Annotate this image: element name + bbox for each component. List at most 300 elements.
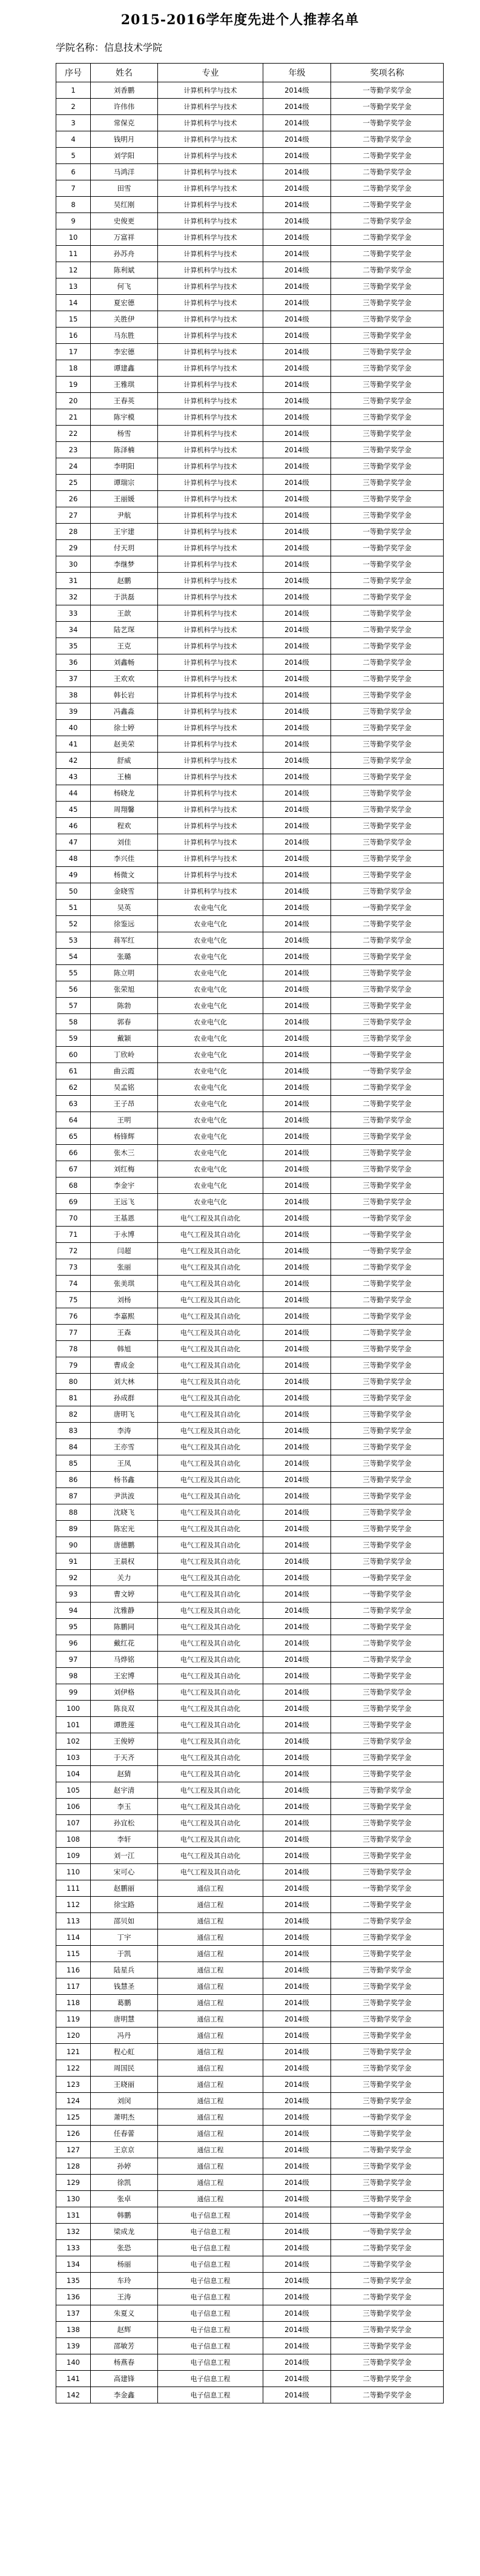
cell-major: 农业电气化 bbox=[158, 932, 263, 949]
cell-major: 农业电气化 bbox=[158, 981, 263, 998]
table-row bbox=[56, 1308, 444, 1325]
cell-number: 57 bbox=[56, 998, 91, 1014]
cell-award: 三等勤学奖学金 bbox=[331, 867, 444, 883]
cell-number: 27 bbox=[56, 507, 91, 524]
cell-grade: 2014级 bbox=[263, 1096, 331, 1112]
cell-major: 农业电气化 bbox=[158, 1030, 263, 1047]
cell-name: 刘伊格 bbox=[91, 1684, 158, 1701]
table-row bbox=[56, 246, 444, 262]
table-row bbox=[56, 1946, 444, 1962]
cell-award: 三等勤学奖学金 bbox=[331, 1831, 444, 1848]
cell-number: 38 bbox=[56, 687, 91, 703]
cell-award: 三等勤学奖学金 bbox=[331, 1799, 444, 1815]
cell-award: 二等勤学奖学金 bbox=[331, 589, 444, 605]
table-row bbox=[56, 916, 444, 932]
cell-award: 二等勤学奖学金 bbox=[331, 638, 444, 654]
table-row bbox=[56, 2256, 444, 2273]
cell-award: 一等勤学奖学金 bbox=[331, 1063, 444, 1079]
cell-major: 计算机科学与技术 bbox=[158, 687, 263, 703]
cell-name: 高建锋 bbox=[91, 2371, 158, 2387]
cell-number: 71 bbox=[56, 1227, 91, 1243]
cell-grade: 2014级 bbox=[263, 785, 331, 802]
cell-award: 三等勤学奖学金 bbox=[331, 2093, 444, 2109]
table-row bbox=[56, 180, 444, 197]
cell-number: 89 bbox=[56, 1521, 91, 1537]
cell-name: 王基恩 bbox=[91, 1210, 158, 1227]
cell-name: 杨燕春 bbox=[91, 2354, 158, 2371]
cell-grade: 2014级 bbox=[263, 2240, 331, 2256]
cell-major: 通信工程 bbox=[158, 1962, 263, 1978]
cell-award: 三等勤学奖学金 bbox=[331, 1161, 444, 1178]
cell-award: 三等勤学奖学金 bbox=[331, 344, 444, 360]
cell-name: 马鸿洋 bbox=[91, 164, 158, 180]
header-number: 序号 bbox=[56, 64, 91, 82]
cell-award: 三等勤学奖学金 bbox=[331, 1733, 444, 1750]
cell-grade: 2014级 bbox=[263, 2371, 331, 2387]
table-row bbox=[56, 556, 444, 573]
cell-name: 张荣旭 bbox=[91, 981, 158, 998]
cell-grade: 2014级 bbox=[263, 1472, 331, 1488]
table-row bbox=[56, 1096, 444, 1112]
cell-award: 二等勤学奖学金 bbox=[331, 654, 444, 671]
table-row bbox=[56, 1079, 444, 1096]
cell-name: 唐德鹏 bbox=[91, 1537, 158, 1553]
table-row bbox=[56, 1815, 444, 1831]
table-row bbox=[56, 2207, 444, 2224]
cell-name: 李金鑫 bbox=[91, 2387, 158, 2403]
table-row bbox=[56, 2289, 444, 2305]
cell-major: 电子信息工程 bbox=[158, 2338, 263, 2354]
cell-award: 三等勤学奖学金 bbox=[331, 883, 444, 900]
cell-name: 于永博 bbox=[91, 1227, 158, 1243]
cell-number: 120 bbox=[56, 2028, 91, 2044]
cell-name: 萧明杰 bbox=[91, 2109, 158, 2126]
cell-major: 计算机科学与技术 bbox=[158, 115, 263, 131]
cell-number: 101 bbox=[56, 1717, 91, 1733]
cell-grade: 2014级 bbox=[263, 1913, 331, 1929]
cell-number: 88 bbox=[56, 1504, 91, 1521]
cell-award: 一等勤学奖学金 bbox=[331, 1227, 444, 1243]
cell-number: 42 bbox=[56, 753, 91, 769]
table-row bbox=[56, 2387, 444, 2403]
cell-number: 81 bbox=[56, 1390, 91, 1406]
cell-major: 电气工程及其自动化 bbox=[158, 1259, 263, 1276]
table-row bbox=[56, 2142, 444, 2158]
cell-name: 王春英 bbox=[91, 393, 158, 409]
table-row bbox=[56, 1472, 444, 1488]
cell-major: 计算机科学与技术 bbox=[158, 377, 263, 393]
cell-grade: 2014级 bbox=[263, 426, 331, 442]
table-row bbox=[56, 262, 444, 278]
cell-name: 王宏博 bbox=[91, 1668, 158, 1684]
cell-name: 王歆 bbox=[91, 605, 158, 622]
cell-major: 电子信息工程 bbox=[158, 2240, 263, 2256]
cell-award: 三等勤学奖学金 bbox=[331, 1030, 444, 1047]
table-row bbox=[56, 2191, 444, 2207]
table-row bbox=[56, 540, 444, 556]
table-row bbox=[56, 2093, 444, 2109]
document-title: 2015-2016学年度先进个人推荐名单 bbox=[120, 12, 360, 28]
cell-grade: 2014级 bbox=[263, 916, 331, 932]
cell-name: 张丽 bbox=[91, 1259, 158, 1276]
cell-number: 50 bbox=[56, 883, 91, 900]
cell-grade: 2014级 bbox=[263, 1504, 331, 1521]
cell-award: 三等勤学奖学金 bbox=[331, 2044, 444, 2060]
cell-award: 三等勤学奖学金 bbox=[331, 507, 444, 524]
table-row bbox=[56, 328, 444, 344]
table-row bbox=[56, 1635, 444, 1652]
cell-award: 二等勤学奖学金 bbox=[331, 2240, 444, 2256]
cell-grade: 2014级 bbox=[263, 442, 331, 458]
table-row bbox=[56, 802, 444, 818]
cell-number: 39 bbox=[56, 703, 91, 720]
cell-number: 66 bbox=[56, 1145, 91, 1161]
cell-number: 72 bbox=[56, 1243, 91, 1259]
cell-name: 戴颖 bbox=[91, 1030, 158, 1047]
cell-major: 电气工程及其自动化 bbox=[158, 1341, 263, 1357]
cell-number: 138 bbox=[56, 2322, 91, 2338]
cell-name: 陈勃 bbox=[91, 998, 158, 1014]
cell-name: 刘大林 bbox=[91, 1374, 158, 1390]
cell-grade: 2014级 bbox=[263, 605, 331, 622]
cell-award: 三等勤学奖学金 bbox=[331, 1145, 444, 1161]
table-row bbox=[56, 1276, 444, 1292]
cell-award: 三等勤学奖学金 bbox=[331, 1194, 444, 1210]
cell-grade: 2014级 bbox=[263, 1848, 331, 1864]
table-row bbox=[56, 1357, 444, 1374]
cell-award: 三等勤学奖学金 bbox=[331, 687, 444, 703]
cell-number: 69 bbox=[56, 1194, 91, 1210]
cell-number: 31 bbox=[56, 573, 91, 589]
table-row bbox=[56, 769, 444, 785]
cell-number: 103 bbox=[56, 1750, 91, 1766]
table-row bbox=[56, 1210, 444, 1227]
cell-number: 124 bbox=[56, 2093, 91, 2109]
cell-name: 赵辉 bbox=[91, 2322, 158, 2338]
cell-award: 二等勤学奖学金 bbox=[331, 229, 444, 246]
cell-number: 21 bbox=[56, 409, 91, 426]
table-row bbox=[56, 1455, 444, 1472]
table-row bbox=[56, 638, 444, 654]
cell-grade: 2014级 bbox=[263, 2011, 331, 2028]
table-row bbox=[56, 99, 444, 115]
cell-award: 二等勤学奖学金 bbox=[331, 622, 444, 638]
table-row bbox=[56, 2011, 444, 2028]
cell-award: 一等勤学奖学金 bbox=[331, 540, 444, 556]
cell-major: 计算机科学与技术 bbox=[158, 883, 263, 900]
cell-grade: 2014级 bbox=[263, 1178, 331, 1194]
cell-grade: 2014级 bbox=[263, 1079, 331, 1096]
table-row bbox=[56, 998, 444, 1014]
cell-grade: 2014级 bbox=[263, 1684, 331, 1701]
cell-grade: 2014级 bbox=[263, 148, 331, 164]
cell-major: 电气工程及其自动化 bbox=[158, 1815, 263, 1831]
cell-major: 计算机科学与技术 bbox=[158, 573, 263, 589]
cell-award: 二等勤学奖学金 bbox=[331, 2371, 444, 2387]
cell-number: 134 bbox=[56, 2256, 91, 2273]
cell-name: 杨丽 bbox=[91, 2256, 158, 2273]
cell-major: 电气工程及其自动化 bbox=[158, 1521, 263, 1537]
table-row bbox=[56, 2354, 444, 2371]
cell-grade: 2014级 bbox=[263, 2338, 331, 2354]
cell-award: 三等勤学奖学金 bbox=[331, 328, 444, 344]
cell-grade: 2014级 bbox=[263, 360, 331, 377]
cell-number: 98 bbox=[56, 1668, 91, 1684]
table-row bbox=[56, 867, 444, 883]
cell-name: 蒋军红 bbox=[91, 932, 158, 949]
cell-grade: 2014级 bbox=[263, 638, 331, 654]
cell-award: 三等勤学奖学金 bbox=[331, 1128, 444, 1145]
cell-number: 139 bbox=[56, 2338, 91, 2354]
cell-grade: 2014级 bbox=[263, 867, 331, 883]
cell-award: 一等勤学奖学金 bbox=[331, 82, 444, 99]
cell-number: 84 bbox=[56, 1439, 91, 1455]
cell-grade: 2014级 bbox=[263, 556, 331, 573]
cell-grade: 2014级 bbox=[263, 1766, 331, 1782]
cell-grade: 2014级 bbox=[263, 720, 331, 736]
cell-award: 三等勤学奖学金 bbox=[331, 2322, 444, 2338]
cell-number: 104 bbox=[56, 1766, 91, 1782]
cell-award: 三等勤学奖学金 bbox=[331, 1929, 444, 1946]
cell-grade: 2014级 bbox=[263, 1929, 331, 1946]
table-row bbox=[56, 1897, 444, 1913]
cell-number: 9 bbox=[56, 213, 91, 229]
cell-major: 电气工程及其自动化 bbox=[158, 1603, 263, 1619]
cell-major: 电气工程及其自动化 bbox=[158, 1210, 263, 1227]
cell-major: 电气工程及其自动化 bbox=[158, 1553, 263, 1570]
cell-name: 刘学阳 bbox=[91, 148, 158, 164]
college-label: 学院名称：信息技术学院 bbox=[56, 42, 163, 53]
cell-award: 二等勤学奖学金 bbox=[331, 671, 444, 687]
cell-grade: 2014级 bbox=[263, 328, 331, 344]
cell-major: 农业电气化 bbox=[158, 1145, 263, 1161]
cell-major: 电气工程及其自动化 bbox=[158, 1733, 263, 1750]
table-row bbox=[56, 213, 444, 229]
cell-name: 王子昂 bbox=[91, 1096, 158, 1112]
cell-number: 133 bbox=[56, 2240, 91, 2256]
cell-name: 郭春 bbox=[91, 1014, 158, 1030]
cell-grade: 2014级 bbox=[263, 965, 331, 981]
cell-award: 二等勤学奖学金 bbox=[331, 1652, 444, 1668]
cell-award: 三等勤学奖学金 bbox=[331, 998, 444, 1014]
cell-number: 55 bbox=[56, 965, 91, 981]
cell-major: 通信工程 bbox=[158, 1913, 263, 1929]
cell-major: 计算机科学与技术 bbox=[158, 246, 263, 262]
table-row bbox=[56, 687, 444, 703]
cell-name: 赵猜 bbox=[91, 1766, 158, 1782]
cell-number: 46 bbox=[56, 818, 91, 834]
cell-number: 19 bbox=[56, 377, 91, 393]
cell-award: 三等勤学奖学金 bbox=[331, 1406, 444, 1423]
cell-grade: 2014级 bbox=[263, 409, 331, 426]
cell-grade: 2014级 bbox=[263, 769, 331, 785]
cell-major: 通信工程 bbox=[158, 1946, 263, 1962]
cell-name: 关胜伊 bbox=[91, 311, 158, 328]
cell-name: 李继梦 bbox=[91, 556, 158, 573]
table-row bbox=[56, 2322, 444, 2338]
cell-name: 尹洪波 bbox=[91, 1488, 158, 1504]
cell-award: 三等勤学奖学金 bbox=[331, 295, 444, 311]
cell-major: 计算机科学与技术 bbox=[158, 654, 263, 671]
cell-major: 电气工程及其自动化 bbox=[158, 1439, 263, 1455]
cell-number: 67 bbox=[56, 1161, 91, 1178]
cell-grade: 2014级 bbox=[263, 1815, 331, 1831]
table-row bbox=[56, 605, 444, 622]
cell-name: 丁欣岭 bbox=[91, 1047, 158, 1063]
cell-grade: 2014级 bbox=[263, 2224, 331, 2240]
cell-award: 二等勤学奖学金 bbox=[331, 164, 444, 180]
cell-name: 邵贝如 bbox=[91, 1913, 158, 1929]
cell-award: 一等勤学奖学金 bbox=[331, 1243, 444, 1259]
cell-number: 127 bbox=[56, 2142, 91, 2158]
cell-award: 三等勤学奖学金 bbox=[331, 442, 444, 458]
cell-grade: 2014级 bbox=[263, 295, 331, 311]
cell-award: 三等勤学奖学金 bbox=[331, 1341, 444, 1357]
cell-major: 计算机科学与技术 bbox=[158, 164, 263, 180]
cell-name: 陈利斌 bbox=[91, 262, 158, 278]
cell-award: 二等勤学奖学金 bbox=[331, 2387, 444, 2403]
cell-grade: 2014级 bbox=[263, 1112, 331, 1128]
table-row bbox=[56, 278, 444, 295]
cell-grade: 2014级 bbox=[263, 1635, 331, 1652]
cell-number: 117 bbox=[56, 1978, 91, 1995]
cell-major: 通信工程 bbox=[158, 2158, 263, 2175]
cell-major: 通信工程 bbox=[158, 2060, 263, 2077]
cell-major: 计算机科学与技术 bbox=[158, 311, 263, 328]
table-row bbox=[56, 1178, 444, 1194]
cell-number: 18 bbox=[56, 360, 91, 377]
cell-number: 51 bbox=[56, 900, 91, 916]
cell-grade: 2014级 bbox=[263, 1161, 331, 1178]
table-row bbox=[56, 164, 444, 180]
cell-award: 一等勤学奖学金 bbox=[331, 115, 444, 131]
cell-award: 一等勤学奖学金 bbox=[331, 2224, 444, 2240]
table-row bbox=[56, 377, 444, 393]
cell-grade: 2014级 bbox=[263, 1750, 331, 1766]
cell-name: 付天玥 bbox=[91, 540, 158, 556]
cell-number: 59 bbox=[56, 1030, 91, 1047]
cell-number: 140 bbox=[56, 2354, 91, 2371]
cell-major: 电气工程及其自动化 bbox=[158, 1635, 263, 1652]
cell-name: 王涛 bbox=[91, 2289, 158, 2305]
cell-grade: 2014级 bbox=[263, 213, 331, 229]
table-row bbox=[56, 1014, 444, 1030]
cell-major: 电气工程及其自动化 bbox=[158, 1864, 263, 1880]
cell-name: 张璐 bbox=[91, 949, 158, 965]
cell-award: 一等勤学奖学金 bbox=[331, 2207, 444, 2224]
cell-major: 计算机科学与技术 bbox=[158, 736, 263, 753]
cell-number: 41 bbox=[56, 736, 91, 753]
cell-number: 87 bbox=[56, 1488, 91, 1504]
cell-name: 唐明飞 bbox=[91, 1406, 158, 1423]
cell-grade: 2014级 bbox=[263, 622, 331, 638]
cell-award: 三等勤学奖学金 bbox=[331, 2158, 444, 2175]
cell-award: 二等勤学奖学金 bbox=[331, 197, 444, 213]
cell-name: 李宏德 bbox=[91, 344, 158, 360]
cell-grade: 2014级 bbox=[263, 2273, 331, 2289]
cell-award: 三等勤学奖学金 bbox=[331, 802, 444, 818]
cell-number: 64 bbox=[56, 1112, 91, 1128]
cell-number: 49 bbox=[56, 867, 91, 883]
cell-grade: 2014级 bbox=[263, 802, 331, 818]
table-row bbox=[56, 475, 444, 491]
cell-number: 92 bbox=[56, 1570, 91, 1586]
table-row bbox=[56, 1406, 444, 1423]
cell-name: 韩鹏 bbox=[91, 2207, 158, 2224]
recommendation-table bbox=[56, 63, 444, 2403]
cell-name: 关力 bbox=[91, 1570, 158, 1586]
cell-major: 计算机科学与技术 bbox=[158, 638, 263, 654]
cell-major: 电气工程及其自动化 bbox=[158, 1504, 263, 1521]
cell-award: 三等勤学奖学金 bbox=[331, 1014, 444, 1030]
cell-award: 二等勤学奖学金 bbox=[331, 932, 444, 949]
cell-name: 朱夏义 bbox=[91, 2305, 158, 2322]
cell-grade: 2014级 bbox=[263, 1341, 331, 1357]
cell-major: 电气工程及其自动化 bbox=[158, 1782, 263, 1799]
cell-major: 计算机科学与技术 bbox=[158, 131, 263, 148]
cell-award: 二等勤学奖学金 bbox=[331, 1619, 444, 1635]
cell-number: 56 bbox=[56, 981, 91, 998]
cell-number: 17 bbox=[56, 344, 91, 360]
cell-name: 吴红刚 bbox=[91, 197, 158, 213]
cell-number: 5 bbox=[56, 148, 91, 164]
table-header bbox=[56, 64, 444, 82]
table-row bbox=[56, 2338, 444, 2354]
table-row bbox=[56, 1766, 444, 1782]
cell-award: 三等勤学奖学金 bbox=[331, 720, 444, 736]
table-row bbox=[56, 1390, 444, 1406]
cell-major: 电气工程及其自动化 bbox=[158, 1455, 263, 1472]
cell-number: 61 bbox=[56, 1063, 91, 1079]
table-row bbox=[56, 344, 444, 360]
cell-grade: 2014级 bbox=[263, 1831, 331, 1848]
cell-award: 三等勤学奖学金 bbox=[331, 393, 444, 409]
cell-name: 王丽媛 bbox=[91, 491, 158, 507]
cell-grade: 2014级 bbox=[263, 131, 331, 148]
cell-grade: 2014级 bbox=[263, 1570, 331, 1586]
cell-grade: 2014级 bbox=[263, 1864, 331, 1880]
cell-award: 三等勤学奖学金 bbox=[331, 458, 444, 475]
cell-name: 杨书鑫 bbox=[91, 1472, 158, 1488]
cell-award: 三等勤学奖学金 bbox=[331, 475, 444, 491]
cell-grade: 2014级 bbox=[263, 2191, 331, 2207]
cell-major: 计算机科学与技术 bbox=[158, 769, 263, 785]
table-row bbox=[56, 1831, 444, 1848]
cell-award: 三等勤学奖学金 bbox=[331, 1504, 444, 1521]
cell-number: 40 bbox=[56, 720, 91, 736]
cell-number: 111 bbox=[56, 1880, 91, 1897]
cell-grade: 2014级 bbox=[263, 998, 331, 1014]
cell-number: 52 bbox=[56, 916, 91, 932]
cell-award: 二等勤学奖学金 bbox=[331, 246, 444, 262]
cell-name: 程心虹 bbox=[91, 2044, 158, 2060]
cell-number: 75 bbox=[56, 1292, 91, 1308]
table-row bbox=[56, 834, 444, 851]
cell-grade: 2014级 bbox=[263, 115, 331, 131]
cell-award: 三等勤学奖学金 bbox=[331, 491, 444, 507]
cell-name: 赵鹏 bbox=[91, 573, 158, 589]
cell-award: 一等勤学奖学金 bbox=[331, 2109, 444, 2126]
cell-number: 115 bbox=[56, 1946, 91, 1962]
cell-award: 三等勤学奖学金 bbox=[331, 1390, 444, 1406]
cell-grade: 2014级 bbox=[263, 834, 331, 851]
cell-number: 6 bbox=[56, 164, 91, 180]
cell-major: 计算机科学与技术 bbox=[158, 851, 263, 867]
cell-major: 电气工程及其自动化 bbox=[158, 1292, 263, 1308]
cell-major: 电气工程及其自动化 bbox=[158, 1374, 263, 1390]
cell-grade: 2014级 bbox=[263, 1733, 331, 1750]
cell-name: 程欢 bbox=[91, 818, 158, 834]
